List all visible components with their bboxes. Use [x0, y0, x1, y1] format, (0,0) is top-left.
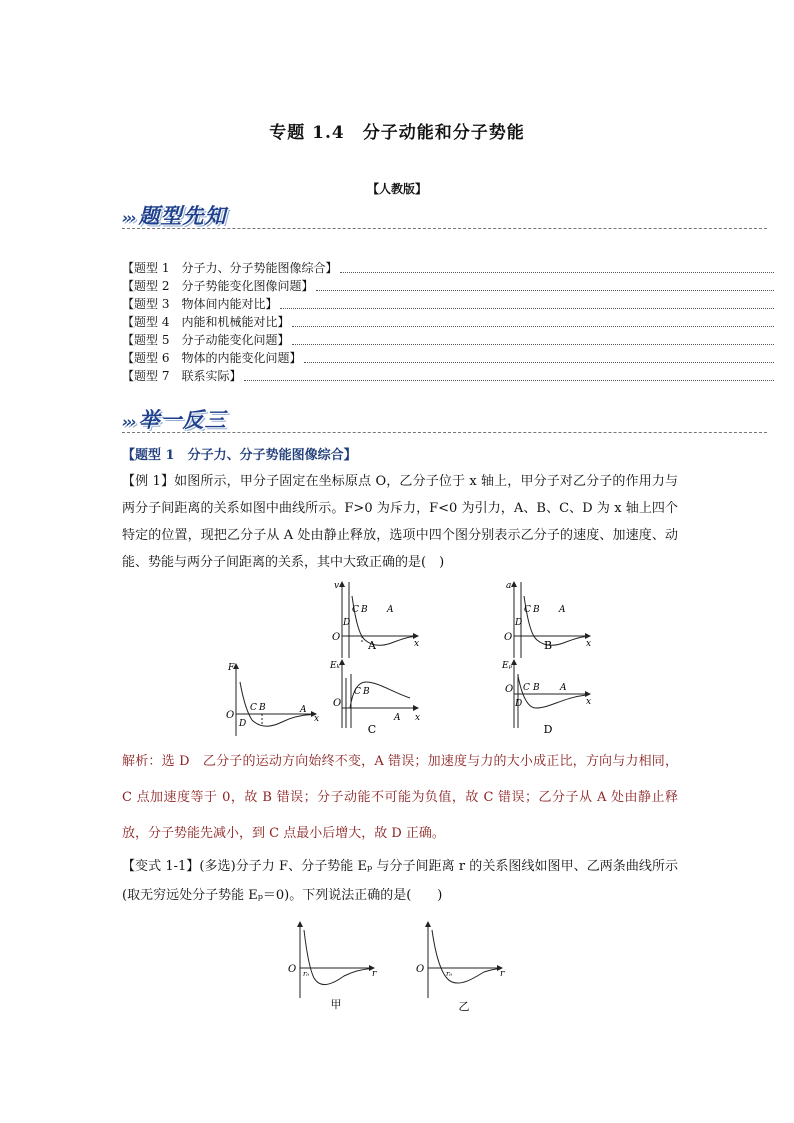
- example-1-text: 【例 1】如图所示，甲分子固定在坐标原点 O，乙分子位于 x 轴上，甲分子对乙分子的作用力与两分子间距离的关系如图中曲线所示。F>0 为斥力，F<0 为引力，A、B、C、D 为 x 轴上四个特定的位置，现把乙分子从 A 处由静止释放，选项中四个图分别表示乙分子的速度、加速度、动能、势能与两分子间距离的关系，其中大致正确的是( ): [122, 474, 678, 570]
- axis-label: O: [416, 964, 425, 975]
- point-label: C: [352, 605, 359, 615]
- divider: [122, 228, 767, 229]
- axis-label: x: [415, 713, 421, 723]
- edition-label: 【人教版】: [366, 182, 427, 196]
- graph-d: [514, 660, 590, 728]
- axis-label: O: [505, 684, 514, 695]
- point-label: D: [515, 699, 523, 709]
- toc-item[interactable]: 【题型 6 物体的内能变化问题】: [122, 349, 774, 367]
- type-heading: 【题型 1 分子力、分子势能图像综合】: [122, 448, 357, 463]
- axis-label: F: [228, 663, 235, 673]
- toc-item[interactable]: 【题型 7 联系实际】: [122, 367, 774, 385]
- toc-item[interactable]: 【题型 5 分子动能变化问题】: [122, 331, 774, 349]
- variant-1-1-figures: [280, 918, 520, 1018]
- page-title: 专题 1.4 分子动能和分子势能: [269, 123, 525, 143]
- point-label: B: [259, 703, 266, 713]
- graph-a: [342, 582, 418, 658]
- axis-label: O: [332, 632, 341, 643]
- point-label: C: [523, 683, 530, 693]
- toc-item[interactable]: 【题型 4 内能和机械能对比】: [122, 313, 774, 331]
- figure-label: 甲: [330, 998, 342, 1011]
- axis-label: a: [506, 581, 512, 591]
- point-label: B: [363, 687, 370, 697]
- variant-1-1-text: 【变式 1-1】(多选)分子力 F、分子势能 Eₚ 与分子间距离 r 的关系图线如图甲、乙两条曲线所示(取无穷远处分子势能 Eₚ＝0)。下列说法正确的是( ): [122, 859, 678, 903]
- axis-label: Eₖ: [330, 661, 340, 671]
- point-label: A: [559, 605, 566, 615]
- axis-label: r: [372, 969, 377, 979]
- figure-label: C: [367, 723, 377, 736]
- axis-label: r: [500, 969, 505, 979]
- graph-force: [236, 664, 316, 736]
- graph-yi: [428, 922, 502, 998]
- point-label: A: [560, 683, 567, 693]
- point-label: D: [515, 618, 523, 628]
- section-banner-practice: [122, 404, 227, 434]
- solution-1-text: 解析：选 D 乙分子的运动方向始终不变，A 错误；加速度与力的大小成正比，方向与力相同，C 点加速度等于 0，故 B 错误；分子动能不可能为负值，故 C 错误；乙分子从 A 处由静止释放，分子势能先减小，到 C 点最小后增大，故 D 正确。: [122, 754, 678, 841]
- example-1-figures: [222, 578, 682, 738]
- divider: [122, 432, 767, 433]
- point-label: C: [524, 605, 531, 615]
- triple-arrow-icon: ›››: [122, 413, 135, 431]
- point-label: A: [387, 605, 394, 615]
- axis-label: r₀: [303, 970, 310, 978]
- axis-label: x: [314, 714, 320, 724]
- axis-label: O: [504, 632, 513, 643]
- figure-label: B: [543, 639, 553, 652]
- axis-label: x: [586, 639, 592, 649]
- axis-label: O: [333, 698, 342, 709]
- point-label: A: [394, 713, 401, 723]
- figure-label: D: [543, 723, 553, 736]
- axis-label: x: [586, 697, 592, 707]
- axis-label: Eₚ: [502, 661, 513, 671]
- point-label: B: [361, 605, 368, 615]
- point-label: B: [533, 605, 540, 615]
- axis-label: x: [414, 639, 420, 649]
- point-label: C: [250, 703, 257, 713]
- axis-label: r₀: [446, 970, 453, 978]
- section-banner-text: 举一反三: [138, 408, 227, 432]
- triple-arrow-icon: ›››: [122, 209, 135, 227]
- toc-item[interactable]: 【题型 2 分子势能变化图像问题】: [122, 277, 774, 295]
- figure-label: A: [368, 639, 376, 652]
- point-label: D: [239, 719, 247, 729]
- point-label: C: [354, 687, 361, 697]
- axis-label: O: [288, 964, 297, 975]
- graph-jia: [300, 922, 374, 998]
- point-label: B: [533, 683, 540, 693]
- point-label: D: [343, 618, 351, 628]
- toc: [122, 259, 774, 385]
- toc-item[interactable]: 【题型 3 物体间内能对比】: [122, 295, 774, 313]
- point-label: A: [300, 705, 307, 715]
- axis-label: v: [334, 581, 340, 591]
- section-banner-overview: [122, 200, 227, 230]
- section-banner-text: 题型先知: [138, 204, 227, 228]
- axis-label: O: [226, 710, 235, 721]
- toc-item[interactable]: 【题型 1 分子力、分子势能图像综合】: [122, 259, 774, 277]
- figure-label: 乙: [458, 1000, 470, 1013]
